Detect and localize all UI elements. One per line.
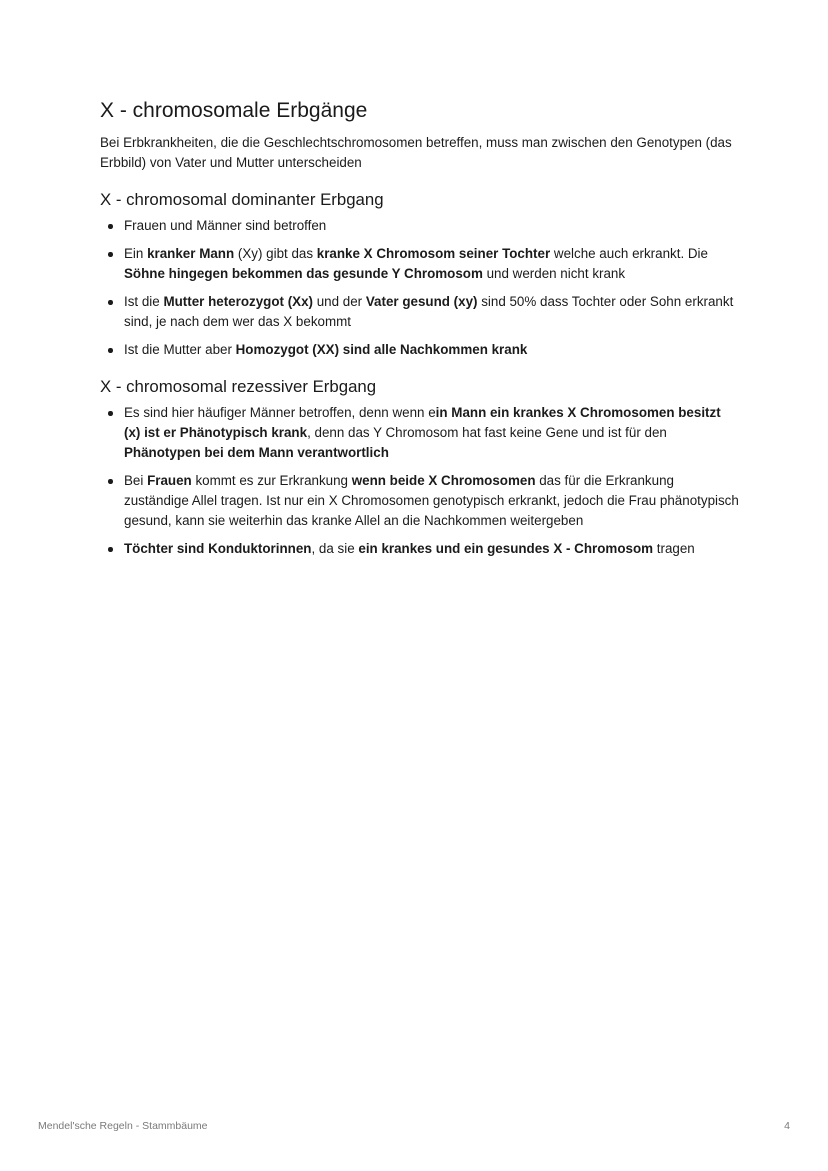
bullet-icon bbox=[108, 300, 113, 305]
list-item bbox=[100, 292, 740, 332]
text-run: Ein bbox=[124, 246, 148, 261]
bold-text: wenn beide X Chromosomen bbox=[351, 473, 536, 488]
list-item bbox=[100, 403, 740, 463]
bold-text: Phänotypen bei dem Mann verantwortlich bbox=[124, 445, 389, 460]
bullet-icon bbox=[108, 252, 113, 257]
bullet-list bbox=[100, 216, 740, 360]
intro-paragraph: Bei Erbkrankheiten, die die Geschlechtschromosomen betreffen, muss man zwischen den Genotypen (das Erbbild) von Vater und Mutter unterscheiden bbox=[100, 135, 732, 170]
text-run: kommt es zur Erkrankung bbox=[191, 473, 352, 488]
bold-text: kranke X Chromosom seiner Tochter bbox=[316, 246, 551, 261]
bold-text: Mutter heterozygot (Xx) bbox=[163, 294, 313, 309]
bullet-icon bbox=[108, 348, 113, 353]
bullet-icon bbox=[108, 479, 113, 484]
page-number: 4 bbox=[784, 1120, 790, 1132]
list-item bbox=[100, 244, 740, 284]
text-run: (Xy) gibt das bbox=[234, 246, 317, 261]
bullet-icon bbox=[108, 547, 113, 552]
section-recessive bbox=[100, 376, 740, 559]
list-item bbox=[100, 216, 740, 236]
text-run: und der bbox=[313, 294, 366, 309]
bold-text: Frauen bbox=[147, 473, 192, 488]
text-run: sind 50% dass Tochter oder Sohn erkrankt sind, je nach dem wer das X bekommt bbox=[124, 294, 734, 329]
bold-text: Töchter sind Konduktorinnen bbox=[124, 541, 312, 556]
bold-text: kranker Mann bbox=[147, 246, 235, 261]
bullet-icon bbox=[108, 411, 113, 416]
bold-text: Homozygot (XX) sind alle Nachkommen krank bbox=[235, 342, 528, 357]
text-run: Es sind hier häufiger Männer betroffen, denn wenn e bbox=[124, 405, 436, 420]
text-run: Bei bbox=[124, 473, 148, 488]
page-title: X - chromosomale Erbgänge bbox=[100, 99, 368, 122]
bold-text: Vater gesund (xy) bbox=[365, 294, 478, 309]
bold-text: ein krankes und ein gesundes X - Chromosom bbox=[358, 541, 654, 556]
bullet-icon bbox=[108, 224, 113, 229]
section-dominant bbox=[100, 189, 740, 360]
bullet-list bbox=[100, 403, 740, 559]
text-run: , da sie bbox=[311, 541, 359, 556]
text-run: Ist die bbox=[124, 294, 164, 309]
section-heading: X - chromosomal rezessiver Erbgang bbox=[100, 377, 377, 396]
text-run: tragen bbox=[653, 541, 695, 556]
bold-text: in Mann ein krankes X Chromosomen besitzt (x) ist er Phänotypisch krank bbox=[124, 405, 721, 440]
text-run: und werden nicht krank bbox=[482, 266, 626, 281]
list-item bbox=[100, 539, 740, 559]
list-item bbox=[100, 340, 740, 360]
list-item bbox=[100, 471, 740, 531]
text-run: Ist die Mutter aber bbox=[124, 342, 236, 357]
bold-text: Söhne hingegen bekommen das gesunde Y Chromosom bbox=[124, 266, 483, 281]
text-run: Frauen und Männer sind betroffen bbox=[124, 218, 327, 233]
text-run: , denn das Y Chromosom hat fast keine Gene und ist für den bbox=[307, 425, 667, 440]
page-content bbox=[100, 98, 740, 567]
text-run: welche auch erkrankt. Die bbox=[550, 246, 708, 261]
section-heading: X - chromosomal dominanter Erbgang bbox=[100, 190, 384, 209]
text-run: das für die Erkrankung zuständige Allel tragen. Ist nur ein X Chromosomen genotypisch erkrankt, jedoch die Frau phänotypisch gesund, kann sie weiterhin das kranke Allel an die Nachkommen weitergeben bbox=[124, 473, 739, 528]
footer-title: Mendel'sche Regeln - Stammbäume bbox=[38, 1120, 208, 1132]
